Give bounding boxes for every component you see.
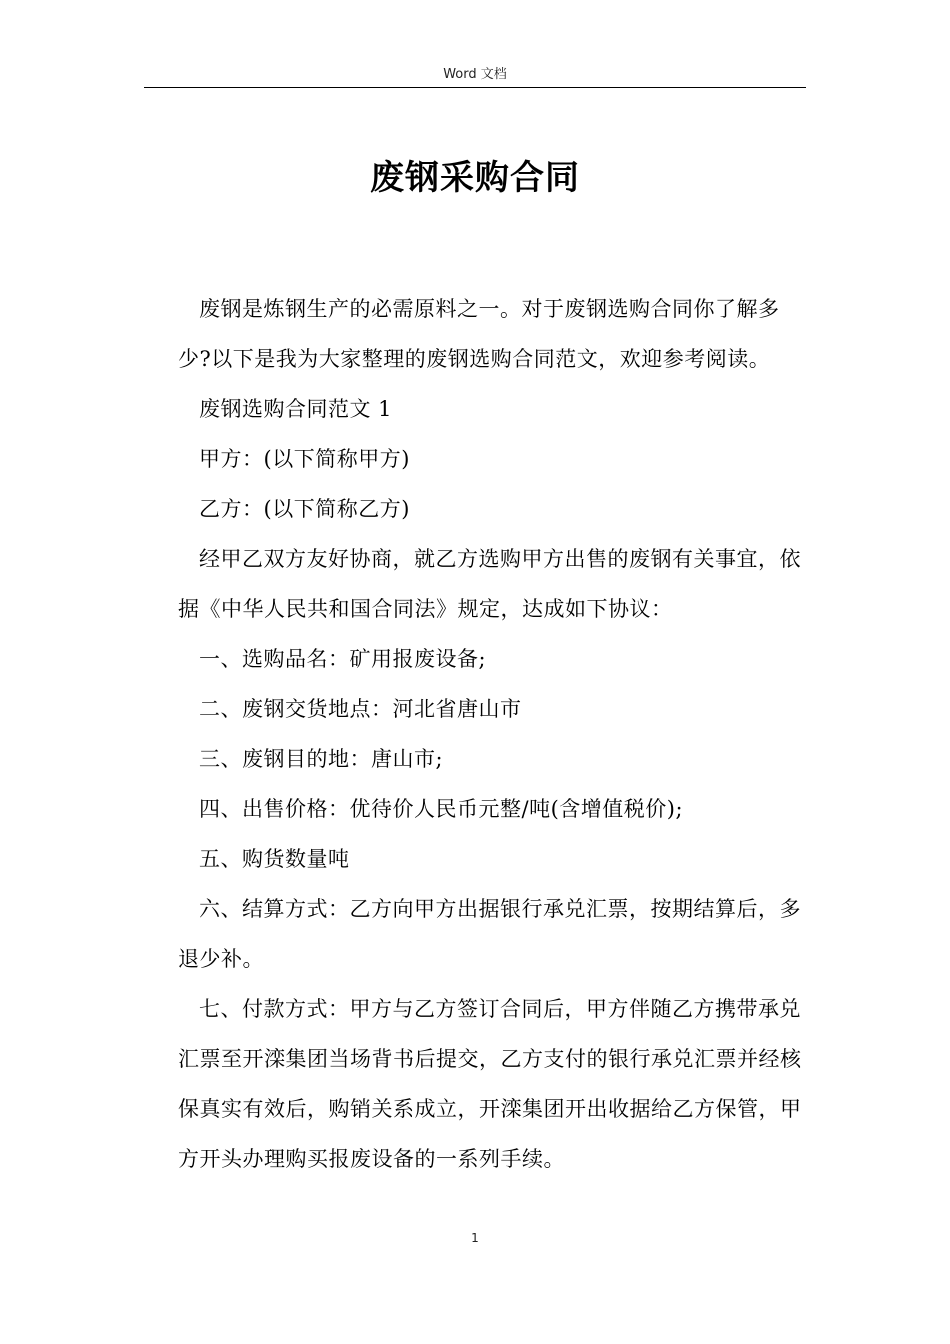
page-number: 1	[471, 1231, 479, 1245]
paragraph-intro: 废钢是炼钢生产的必需原料之一。对于废钢选购合同你了解多少?以下是我为大家整理的废钢选购合同范文，欢迎参考阅读。	[178, 297, 780, 371]
clause-item-name: 一、选购品名：矿用报废设备;	[199, 647, 487, 671]
clause-destination: 三、废钢目的地：唐山市;	[199, 747, 444, 771]
document-body	[178, 284, 808, 1184]
clause-delivery-location: 二、废钢交货地点：河北省唐山市	[199, 697, 522, 721]
paragraph-party-a: 甲方：(以下简称甲方)	[199, 447, 410, 471]
clause-payment: 七、付款方式：甲方与乙方签订合同后，甲方伴随乙方携带承兑汇票至开滦集团当场背书后提交，乙方支付的银行承兑汇票并经核保真实有效后，购销关系成立，开滦集团开出收据给乙方保管，甲方开头办理购买报废设备的一系列手续。	[178, 997, 802, 1171]
header-divider	[144, 87, 806, 88]
clause-settlement: 六、结算方式：乙方向甲方出据银行承兑汇票，按期结算后，多退少补。	[178, 897, 801, 971]
clause-price: 四、出售价格：优待价人民币元整/吨(含增值税价);	[199, 797, 684, 821]
paragraph-agreement-basis: 经甲乙双方友好协商，就乙方选购甲方出售的废钢有关事宜，依据《中华人民共和国合同法》规定，达成如下协议：	[178, 547, 801, 621]
document-title: 废钢采购合同	[370, 158, 580, 198]
clause-quantity: 五、购货数量吨	[199, 847, 350, 871]
paragraph-party-b: 乙方：(以下简称乙方)	[199, 497, 410, 521]
paragraph-sample-heading: 废钢选购合同范文 1	[199, 397, 393, 421]
page-header-label: Word 文档	[443, 67, 507, 82]
